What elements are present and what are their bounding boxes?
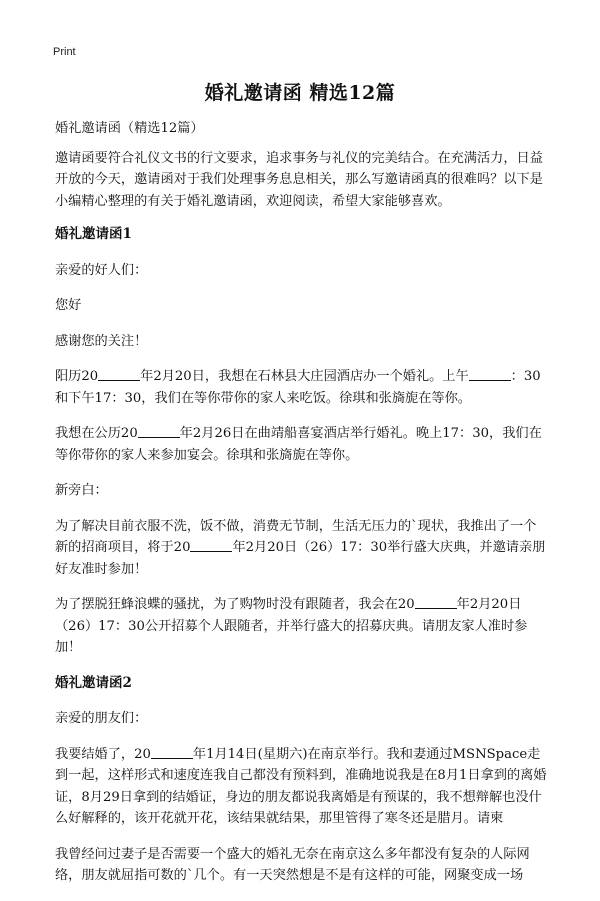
paragraph-1-text-b: 年2月20日，我想在石林县大庄园酒店办一个婚礼。上午 bbox=[140, 369, 469, 384]
paragraph-1-text-a: 阳历20 bbox=[55, 369, 99, 384]
greeting-2: 亲爱的朋友们： bbox=[55, 711, 148, 726]
blank-underline bbox=[469, 367, 511, 381]
thanks-line: 感谢您的关注！ bbox=[55, 333, 148, 349]
paragraph-2-text-a: 我想在公历20 bbox=[55, 426, 138, 441]
print-link[interactable]: Print bbox=[53, 46, 76, 58]
paragraph-5 bbox=[55, 744, 547, 830]
paragraph-4 bbox=[55, 594, 547, 659]
page-title: 婚礼邀请函 精选12篇 bbox=[204, 82, 396, 104]
paragraph-4-text-a: 为了摆脱狂蜂浪蝶的骚扰，为了购物时没有跟随者，我会在20 bbox=[55, 597, 415, 612]
blank-underline bbox=[415, 595, 457, 609]
blank-underline bbox=[138, 424, 180, 438]
paragraph-5-text-b: 年1月14日(星期六)在南京举行。我和妻通过MSNSpace走到一起，这样形式和速度连我自己都没有预料到，准确地说我是在8月1日拿到的离婚证，8月29日拿到的结婚证，身边的朋友都说我离婚是有预谋的，我不想辩解也没什么好解释的，该开花就开花，该结果就结果，那里管得了寒冬还是腊月。请柬 bbox=[55, 746, 547, 826]
paragraph-4-text-b: 年2月20日（26）17：30公开招募个人跟随者，并举行盛大的招募庆典。请朋友家人准时参加！ bbox=[55, 597, 528, 655]
blank-underline bbox=[190, 538, 232, 552]
section-heading-1: 婚礼邀请函1 bbox=[55, 226, 132, 242]
document-subtitle: 婚礼邀请函（精选12篇） bbox=[55, 121, 204, 136]
hello-line: 您好 bbox=[55, 298, 82, 313]
blank-underline bbox=[98, 367, 140, 381]
paragraph-3-text-b: 年2月20日（26）17：30举行盛大庆典，并邀请亲朋好友准时参加！ bbox=[55, 540, 546, 577]
paragraph-5-text-a: 我要结婚了，20 bbox=[55, 746, 151, 762]
blank-underline bbox=[151, 745, 193, 759]
paragraph-3 bbox=[55, 516, 547, 581]
paragraph-3-text-a: 为了解决目前衣服不洗，饭不做，消费无节制，生活无压力的`现状，我推出了一个新的招商项目，将于20 bbox=[55, 518, 537, 555]
document-body bbox=[55, 118, 547, 901]
paragraph-1-text-c: ：30和下午17：30，我们在等你带你的家人来吃饭。徐琪和张旖旎在等你。 bbox=[55, 369, 541, 406]
section-heading-2: 婚礼邀请函2 bbox=[55, 674, 132, 691]
intro-paragraph: 邀请函要符合礼仪文书的行文要求，追求事务与礼仪的完美结合。在充满活力，日益开放的今天，邀请函对于我们处理事务息息相关，那么写邀请函真的很难吗？以下是小编精心整理的有关于婚礼邀请函，欢迎阅读，希望大家能够喜欢。 bbox=[55, 150, 543, 209]
paragraph-2-text-b: 年2月26日在曲靖船喜宴酒店举行婚礼。晚上17：30，我们在等你带你的家人来参加宴会。徐琪和张旖旎在等你。 bbox=[55, 426, 542, 463]
paragraph-1 bbox=[55, 366, 547, 409]
paragraph-2 bbox=[55, 423, 547, 466]
paragraph-6: 我曾经问过妻子是否需要一个盛大的婚礼无奈在南京这么多年都没有复杂的人际网络，朋友就屈指可数的`几个。有一天突然想是不是有这样的可能，网聚变成一场 bbox=[55, 846, 530, 883]
greeting-1: 亲爱的好人们： bbox=[55, 262, 148, 278]
narrator-line: 新旁白： bbox=[55, 483, 108, 498]
